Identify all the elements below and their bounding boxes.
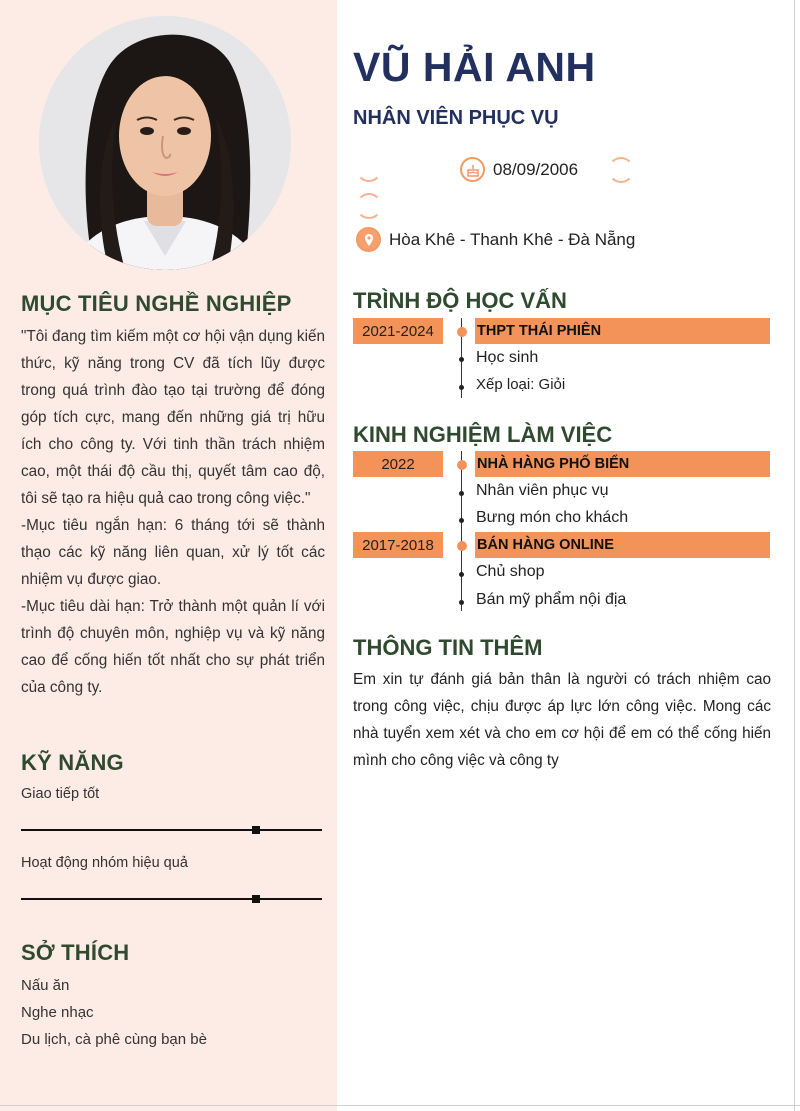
email-icon <box>356 193 382 219</box>
address-row <box>356 227 635 252</box>
skill-bar <box>21 898 322 900</box>
hobbies-title: SỞ THÍCH <box>21 940 130 965</box>
period-badge: 2021-2024 <box>353 318 443 344</box>
skills-title: KỸ NĂNG <box>21 750 124 775</box>
objective-paragraph: -Mục tiêu dài hạn: Trở thành một quản lí với trình độ chuyên môn, nghiệp vụ và kỹ năng cao để cống hiến tốt nhất cho sự phát triển của công ty. <box>21 598 325 696</box>
timeline-line <box>461 451 462 611</box>
experience-detail: Nhân viên phục vụ <box>476 482 609 499</box>
birthday-row <box>460 157 578 182</box>
hobby-item: Du lịch, cà phê cùng bạn bè <box>21 1031 207 1048</box>
objective-paragraph: "Tôi đang tìm kiếm một cơ hội vận dụng kiến thức, kỹ năng trong CV đã tích lũy được trong quá trình đào tạo tại trường để đóng góp tích cực, mang đến những giá trị hữu ích cho công ty. Với tinh thần trách nhiệm cao, một thái độ cầu thị, quyết tâm cao độ, tôi sẽ tạo ra hiệu quả cao trong công việc." <box>21 328 325 507</box>
extra-info-title: THÔNG TIN THÊM <box>353 635 543 660</box>
bullet <box>459 572 464 577</box>
location-pin-icon <box>356 227 381 252</box>
skill-level-marker <box>252 895 260 903</box>
timeline-dot <box>457 327 467 337</box>
period-badge: 2017-2018 <box>353 532 443 558</box>
job-title: NHÂN VIÊN PHỤC VỤ <box>353 107 559 129</box>
bullet <box>459 357 464 362</box>
education-detail: Học sinh <box>476 349 539 366</box>
page-edge <box>794 0 795 1111</box>
bullet <box>459 491 464 496</box>
experience-detail: Bán mỹ phẩm nội địa <box>476 591 627 608</box>
birthday-cake-icon <box>460 157 485 182</box>
profile-photo <box>39 16 291 270</box>
objective-title: MỤC TIÊU NGHỀ NGHIỆP <box>21 291 292 316</box>
birthday-text: 08/09/2006 <box>493 159 579 179</box>
education-title: TRÌNH ĐỘ HỌC VẤN <box>353 288 567 313</box>
skill-level-marker <box>252 826 260 834</box>
hobby-item: Nghe nhạc <box>21 1004 94 1021</box>
company-name: NHÀ HÀNG PHỐ BIỂN <box>475 451 770 477</box>
extra-info-text: Em xin tự đánh giá bản thân là người có trách nhiệm cao trong công việc, chịu được áp lực lớn công việc. Mong các nhà tuyển xem xét và cho em cơ hội để em có thể cống hiến mình cho công việc và công ty <box>353 671 771 769</box>
education-detail: Xếp loại: Giỏi <box>476 376 566 393</box>
company-name: BÁN HÀNG ONLINE <box>475 532 770 558</box>
bullet <box>459 518 464 523</box>
bullet <box>459 385 464 390</box>
timeline-dot <box>457 541 467 551</box>
skill-bar <box>21 829 322 831</box>
period-badge: 2022 <box>353 451 443 477</box>
experience-detail: Bưng món cho khách <box>476 509 629 526</box>
objective-text <box>21 323 325 701</box>
page-edge-bottom <box>0 1105 800 1106</box>
objective-paragraph: -Mục tiêu ngắn hạn: 6 tháng tới sẽ thành thạo các kỹ năng liên quan, xử lý tốt các nhiệm vụ được giao. <box>21 517 325 588</box>
gender-icon <box>608 157 634 183</box>
candidate-name: VŨ HẢI ANH <box>353 44 596 90</box>
experience-title: KINH NGHIỆM LÀM VIỆC <box>353 422 613 447</box>
bullet <box>459 600 464 605</box>
experience-detail: Chủ shop <box>476 563 545 580</box>
school-name: THPT THÁI PHIÊN <box>475 318 770 344</box>
timeline-dot <box>457 460 467 470</box>
hobby-item: Nấu ăn <box>21 977 70 994</box>
skill-name: Hoạt động nhóm hiệu quả <box>21 855 188 871</box>
phone-icon <box>356 156 382 182</box>
address-text: Hòa Khê - Thanh Khê - Đà Nẵng <box>389 229 636 249</box>
skill-name: Giao tiếp tốt <box>21 786 100 802</box>
